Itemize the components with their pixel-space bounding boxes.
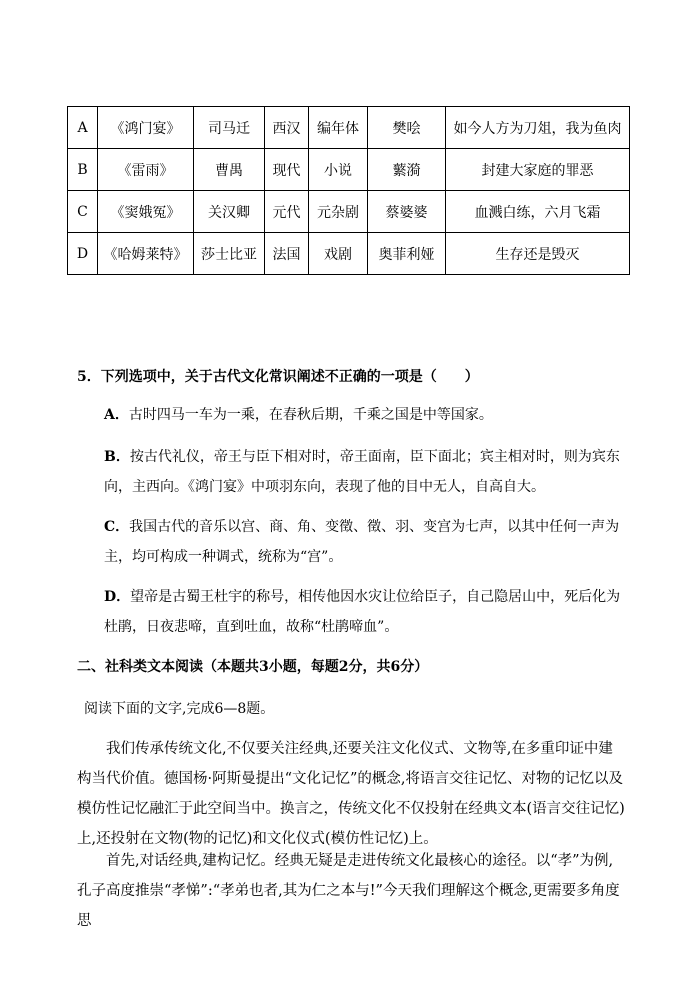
option-c: C．我国古代的音乐以宫、商、角、变徵、徵、羽、变宫为七声，以其中任何一声为主，均可构成一种调式，统称为“宫”。 [104, 519, 620, 565]
table-cell-author: 关汉卿 [194, 191, 265, 233]
table-cell-quote: 生存还是毁灭 [446, 233, 630, 275]
table-cell-quote: 血溅白练，六月飞霜 [446, 191, 630, 233]
option-b: B．按古代礼仪，帝王与臣下相对时，帝王面南，臣下面北；宾主相对时，则为宾东向，主西向。《鸿门宴》中项羽东向，表现了他的目中无人，自高自大。 [104, 449, 620, 495]
table-cell-genre: 小说 [309, 149, 368, 191]
table-cell-work: 《窦娥冤》 [98, 191, 194, 233]
table-cell-era: 现代 [265, 149, 309, 191]
table-cell-author: 曹禺 [194, 149, 265, 191]
table-cell-author: 司马迁 [194, 107, 265, 149]
question-5-stem: 5．下列选项中，关于古代文化常识阐述不正确的一项是（ ） [77, 369, 479, 385]
passage-paragraph-2: 首先,对话经典,建构记忆。经典无疑是走进传统文化最核心的途径。以“孝”为例,孔子高度推崇“孝悌”:“孝弟也者,其为仁之本与!”今天我们理解这个概念,更需要多角度思 [77, 853, 620, 929]
table-row [68, 233, 630, 275]
table-row [68, 107, 630, 149]
table-cell-work: 《哈姆莱特》 [98, 233, 194, 275]
table-cell-quote: 如今人方为刀俎，我为鱼肉 [446, 107, 630, 149]
table-cell-era: 元代 [265, 191, 309, 233]
table-cell-work: 《雷雨》 [98, 149, 194, 191]
section-2-heading: 二、社科类文本阅读（本题共3小题，每题2分，共6分） [77, 659, 429, 675]
table-cell-author: 莎士比亚 [194, 233, 265, 275]
table-cell-character: 蔡婆婆 [368, 191, 446, 233]
table-cell-genre: 编年体 [309, 107, 368, 149]
passage-paragraph-1: 我们传承传统文化,不仅要关注经典,还要关注文化仪式、文物等,在多重印证中建构当代价值。德国杨·阿斯曼提出“文化记忆”的概念,将语言交往记忆、对物的记忆以及模仿性记忆融汇于此空间当中。换言之，传统文化不仅投射在经典文本(语言交往记忆)上,还投射在文物(物的记忆)和文化仪式(模仿性记忆)上。 [77, 741, 625, 847]
reading-instruction: 阅读下面的文字,完成6—8题。 [84, 701, 275, 717]
table-cell-label: C [68, 191, 98, 233]
table-row [68, 149, 630, 191]
option-d: D．望帝是古蜀王杜宇的称号，相传他因水灾让位给臣子，自己隐居山中，死后化为杜鹃，日夜悲啼，直到吐血，故称“杜鹃啼血”。 [104, 589, 621, 635]
table-cell-era: 法国 [265, 233, 309, 275]
table-row [68, 191, 630, 233]
table-cell-character: 奥菲利娅 [368, 233, 446, 275]
table-cell-genre: 戏剧 [309, 233, 368, 275]
table-cell-work: 《鸿门宴》 [98, 107, 194, 149]
table-cell-character: 樊哙 [368, 107, 446, 149]
literature-table [67, 106, 630, 275]
table-cell-era: 西汉 [265, 107, 309, 149]
table-cell-label: B [68, 149, 98, 191]
table-cell-character: 蘩漪 [368, 149, 446, 191]
table-cell-label: D [68, 233, 98, 275]
option-a: A．古时四马一车为一乘，在春秋后期，千乘之国是中等国家。 [104, 407, 493, 423]
table-cell-label: A [68, 107, 98, 149]
table-cell-quote: 封建大家庭的罪恶 [446, 149, 630, 191]
table-cell-genre: 元杂剧 [309, 191, 368, 233]
